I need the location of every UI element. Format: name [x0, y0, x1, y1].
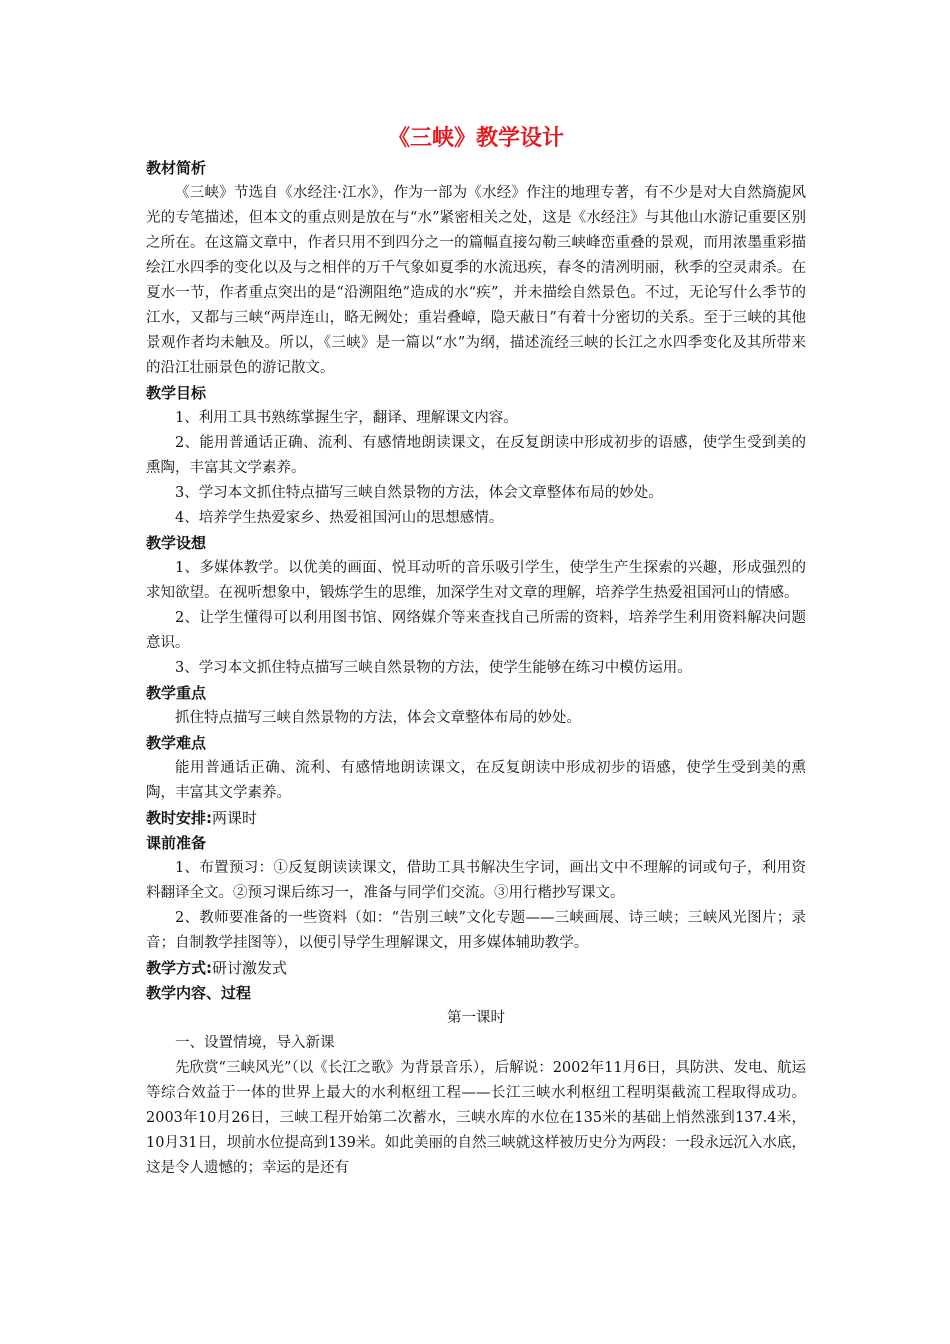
paragraph: 3、学习本文抓住特点描写三峡自然景物的方法，体会文章整体布局的妙处。 — [175, 485, 663, 501]
heading-schedule — [146, 806, 806, 831]
paragraph: 能用普通话正确、流利、有感情地朗读课文，在反复朗读中形成初步的语感，使学生受到美的熏陶，丰富其文学素养。 — [146, 760, 806, 801]
heading-method — [146, 956, 806, 981]
heading-goals: 教学目标 — [146, 384, 207, 402]
paragraph: 4、培养学生热爱家乡、热爱祖国河山的思想感情。 — [175, 510, 504, 526]
heading-schedule-label: 教时安排: — [146, 809, 212, 827]
paragraph: 1、多媒体教学。以优美的画面、悦耳动听的音乐吸引学生，使学生产生探索的兴趣，形成强烈的求知欲望。在视听想象中，锻炼学生的思维，加深学生对文章的理解，培养学生热爱祖国河山的情感。 — [146, 560, 806, 601]
document-title: 《三峡》教学设计 — [387, 126, 564, 151]
paragraph: 《三峡》节选自《水经注·江水》，作为一部为《水经》作注的地理专著，有不少是对大自然旖旎风光的专笔描述，但本文的重点则是放在与“水”紧密相关之处，这是《水经注》与其他山水游记重要区别之所在。在这篇文章中，作者只用不到四分之一的篇幅直接勾勒三峡峰峦重叠的景观，而用浓墨重彩描绘江水四季的变化以及与之相伴的万千气象如夏季的水流迅疾，春冬的清冽明丽，秋季的空灵肃杀。在夏水一节，作者重点突出的是“沿溯阻绝”造成的水“疾”，并未描绘自然景色。不过，无论写什么季节的江水，又都与三峡“两岸连山，略无阙处；重岩叠嶂，隐天蔽日”有着十分密切的关系。至于三峡的其他景观作者均未触及。所以，《三峡》是一篇以“水”为纲，描述流经三峡的长江之水四季变化及其所带来的沿江壮丽景色的游记散文。 — [146, 185, 806, 376]
document-content — [146, 122, 806, 1181]
heading-prep: 课前准备 — [146, 834, 207, 852]
heading-concept: 教学设想 — [146, 534, 207, 552]
heading-schedule-value: 两课时 — [212, 809, 258, 827]
heading-process: 教学内容、过程 — [146, 984, 252, 1002]
paragraph: 2、能用普通话正确、流利、有感情地朗读课文，在反复朗读中形成初步的语感，使学生受到美的熏陶，丰富其文学素养。 — [146, 435, 806, 476]
paragraph: 3、学习本文抓住特点描写三峡自然景物的方法，使学生能够在练习中模仿运用。 — [175, 660, 692, 676]
heading-focus: 教学重点 — [146, 684, 207, 702]
paragraph: 抓住特点描写三峡自然景物的方法，体会文章整体布局的妙处。 — [175, 710, 581, 726]
paragraph: 2、让学生懂得可以利用图书馆、网络媒介等来查找自己所需的资料，培养学生利用资料解决问题意识。 — [146, 610, 806, 651]
heading-difficulty: 教学难点 — [146, 734, 207, 752]
paragraph: 2、教师要准备的一些资料（如：“告别三峡”文化专题——三峡画展、诗三峡；三峡风光图片；录音；自制教学挂图等），以便引导学生理解课文，用多媒体辅助教学。 — [146, 910, 806, 951]
paragraph: 先欣赏“三峡风光”（以《长江之歌》为背景音乐），后解说：2002年11月6日，具防洪、发电、航运等综合效益于一体的世界上最大的水利枢纽工程——长江三峡水利枢纽工程明渠截流工程取得成功。2003年10月26日，三峡工程开始第二次蓄水，三峡水库的水位在135米的基础上悄然涨到137.4米，10月31日，坝前水位提高到139米。如此美丽的自然三峡就这样被历史分为两段：一段永远沉入水底，这是令人遗憾的；幸运的是还有 — [146, 1060, 806, 1176]
paragraph: 1、布置预习：①反复朗读读课文，借助工具书解决生字词，画出文中不理解的词或句子，利用资料翻译全文。②预习课后练习一，准备与同学们交流。③用行楷抄写课文。 — [146, 860, 806, 901]
paragraph: 1、利用工具书熟练掌握生字，翻译、理解课文内容。 — [175, 410, 518, 426]
paragraph: 一、设置情境，导入新课 — [175, 1035, 335, 1051]
heading-analysis: 教材简析 — [146, 159, 207, 177]
heading-method-value: 研讨激发式 — [212, 959, 288, 977]
heading-method-label: 教学方式: — [146, 959, 212, 977]
lesson-title: 第一课时 — [447, 1010, 505, 1026]
